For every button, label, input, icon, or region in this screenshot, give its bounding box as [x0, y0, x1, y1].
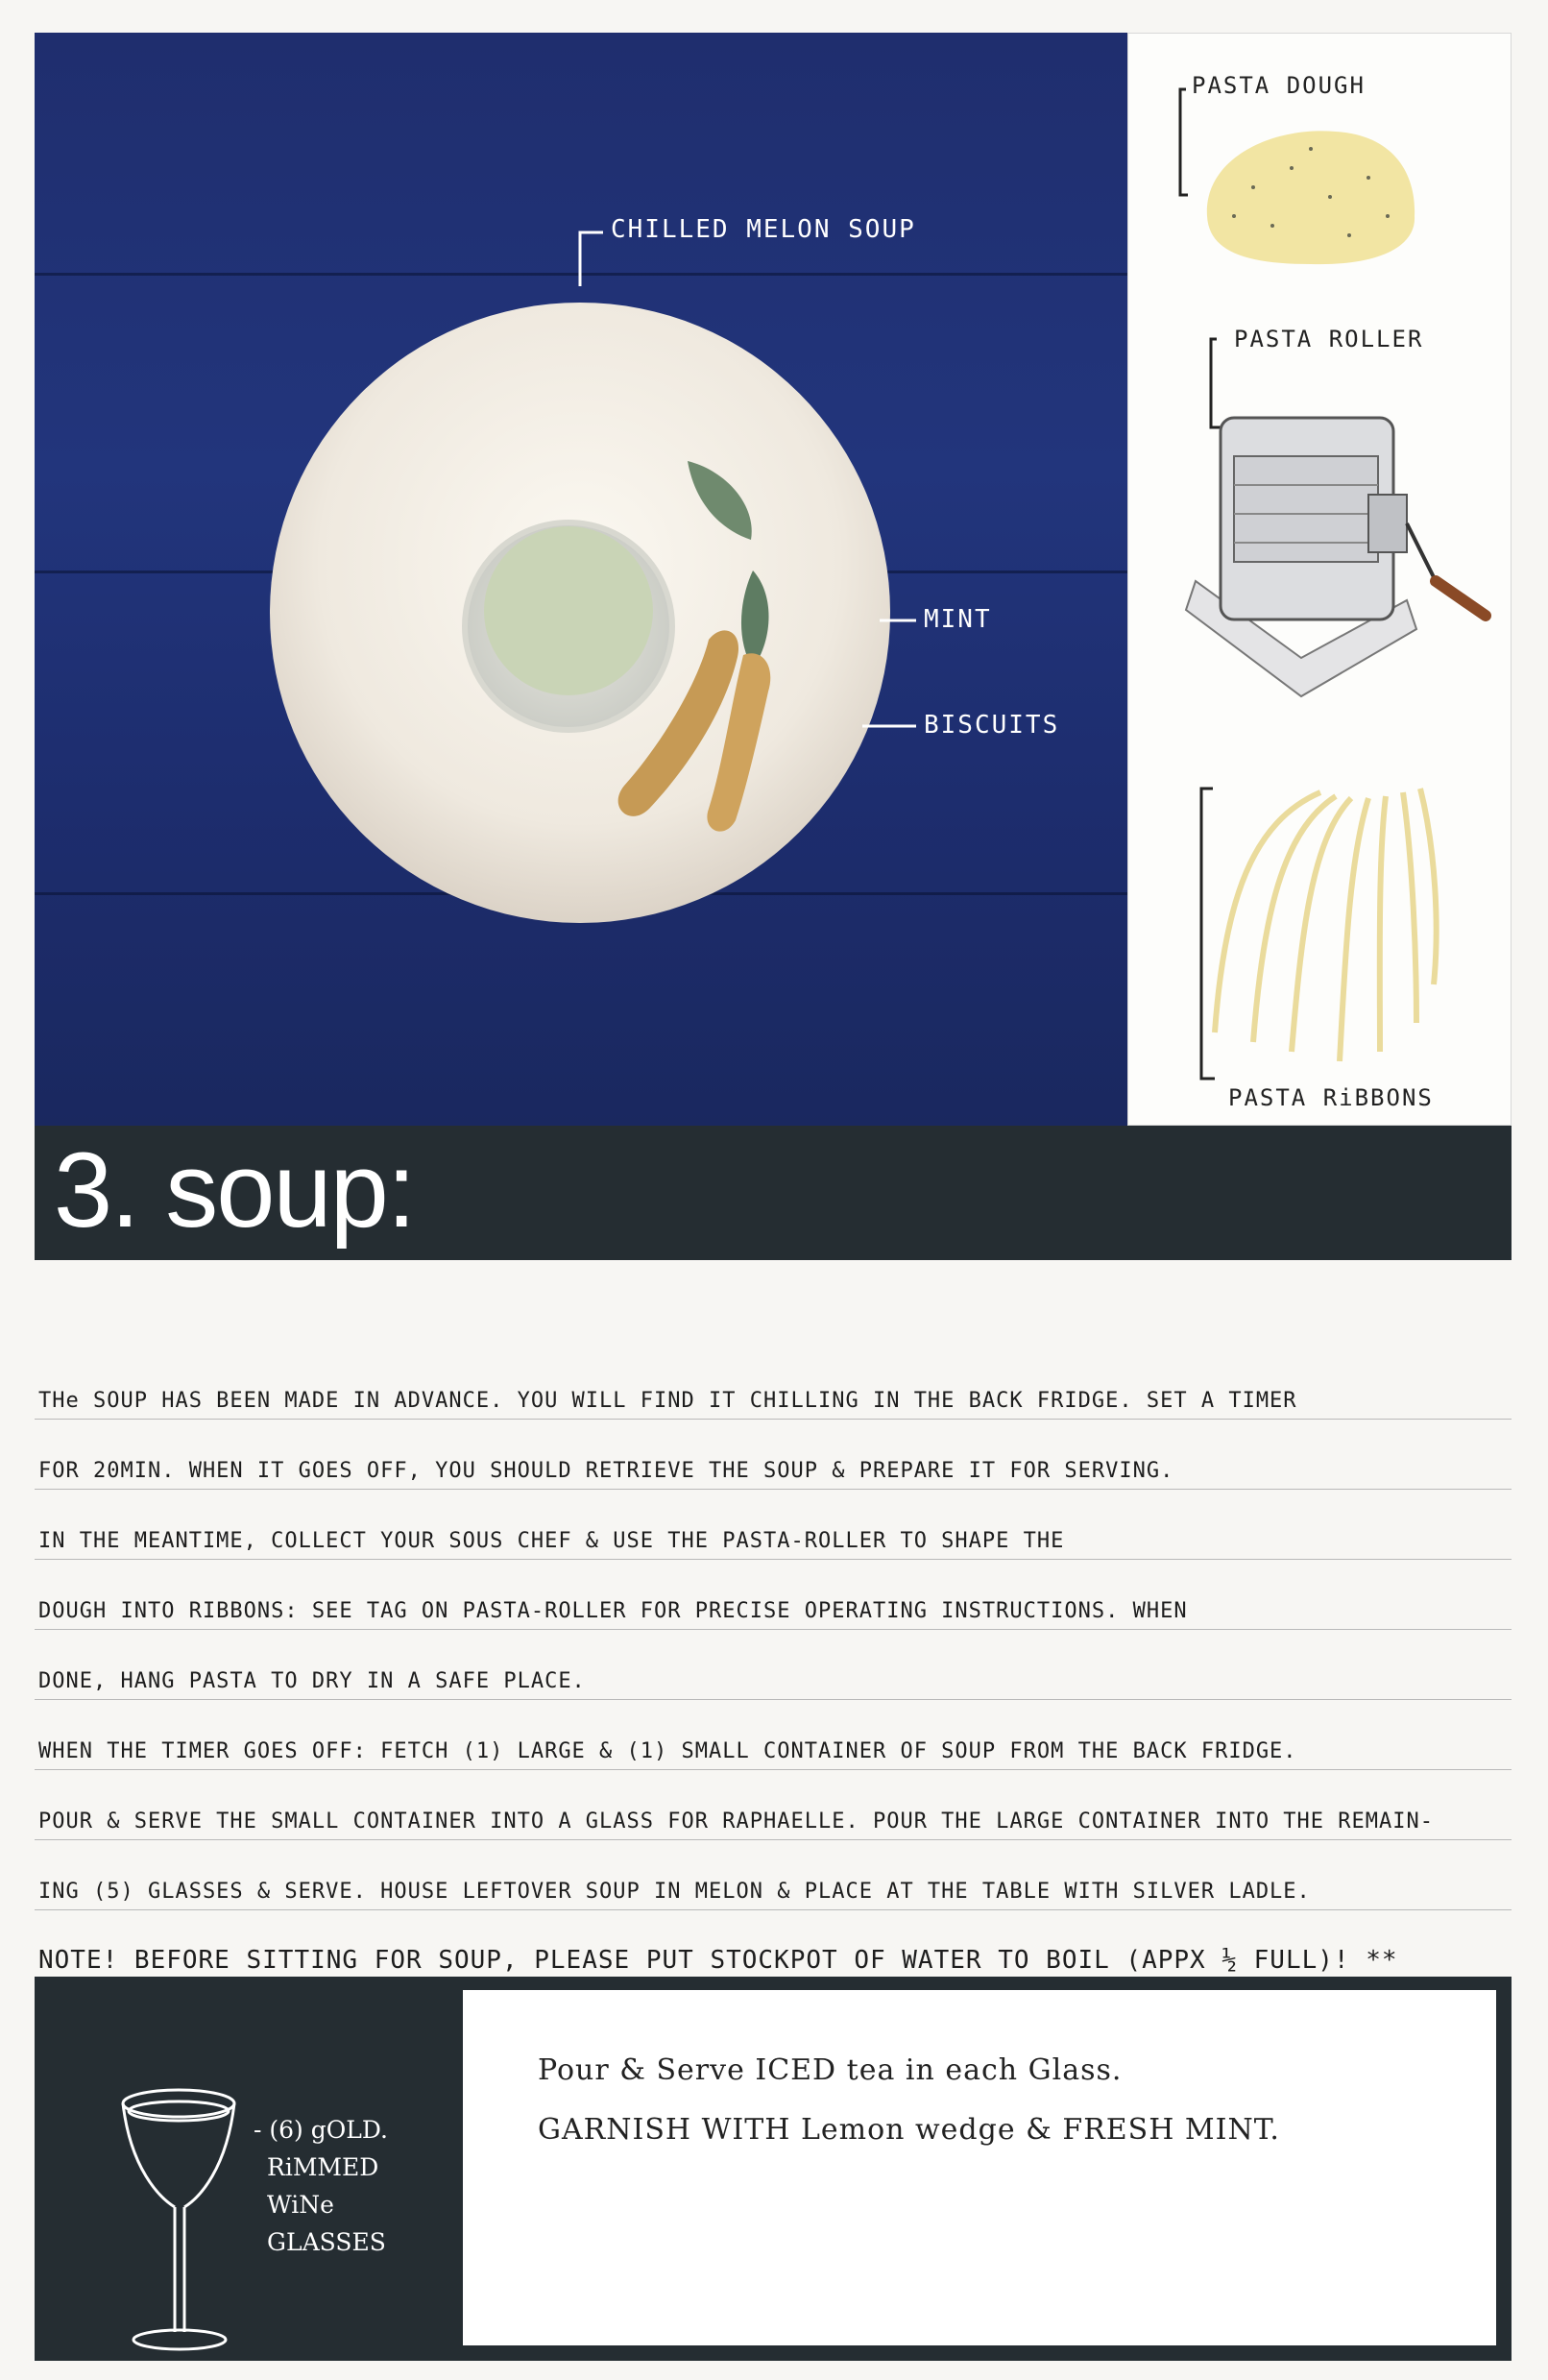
section-title-bar	[35, 1126, 1512, 1260]
beverage-card	[463, 1990, 1496, 2345]
glass-label-line: - (6) gOLD.	[254, 2116, 388, 2144]
instruction-line: ING (5) GLASSES & SERVE. HOUSE LEFTOVER SOUP IN MELON & PLACE AT THE TABLE WITH SILVER LADLE.	[35, 1840, 1512, 1910]
service-panel	[35, 1977, 1512, 2361]
label-biscuits: BISCUITS	[924, 711, 1060, 740]
pasta-ribbons-drawing	[1215, 789, 1437, 1061]
instruction-line: DOUGH INTO RIBBONS: SEE TAG ON PASTA-ROLLER FOR PRECISE OPERATING INSTRUCTIONS. WHEN	[35, 1560, 1512, 1630]
instruction-line: POUR & SERVE THE SMALL CONTAINER INTO A GLASS FOR RAPHAELLE. POUR THE LARGE CONTAINER INTO THE REMAIN-	[35, 1770, 1512, 1840]
glass-label	[254, 2111, 388, 2261]
label-pasta-dough: PASTA DOUGH	[1192, 72, 1366, 99]
ingredient-sidebar	[1127, 33, 1512, 1126]
instruction-line: IN THE MEANTIME, COLLECT YOUR SOUS CHEF & USE THE PASTA-ROLLER TO SHAPE THE	[35, 1490, 1512, 1560]
pasta-dough-drawing	[1207, 131, 1415, 264]
label-pasta-ribbons: PASTA RiBBONS	[1228, 1084, 1434, 1111]
beverage-line: Pour & Serve ICED tea in each Glass.	[538, 2053, 1123, 2087]
section-title: 3. soup:	[54, 1131, 415, 1250]
table-photo	[35, 33, 1127, 1126]
bracket	[1201, 789, 1215, 1079]
garnish-line: GARNISH WITH Lemon wedge & FRESH MINT.	[538, 2113, 1280, 2147]
glass-label-line: GLASSES	[267, 2228, 386, 2256]
sidebar-illustrations	[1128, 34, 1512, 1127]
glass-label-line: WiNe	[267, 2191, 334, 2219]
pasta-roller-drawing	[1186, 418, 1486, 696]
instruction-line: FOR 20MIN. WHEN IT GOES OFF, YOU SHOULD RETRIEVE THE SOUP & PREPARE IT FOR SERVING.	[35, 1420, 1512, 1490]
instructions	[35, 1349, 1512, 1980]
bracket	[1211, 339, 1222, 427]
instruction-line: THe SOUP HAS BEEN MADE IN ADVANCE. YOU WILL FIND IT CHILLING IN THE BACK FRIDGE. SET A TIMER	[35, 1349, 1512, 1420]
plate-illustration	[35, 33, 1127, 1126]
soup-leader-line	[580, 232, 603, 286]
label-mint: MINT	[924, 605, 992, 634]
label-chilled-melon-soup: CHILLED MELON SOUP	[611, 215, 916, 244]
instruction-note: NOTE! BEFORE SITTING FOR SOUP, PLEASE PUT STOCKPOT OF WATER TO BOIL (APPX ½ FULL)! **	[38, 1946, 1398, 1975]
instruction-line: DONE, HANG PASTA TO DRY IN A SAFE PLACE.	[35, 1630, 1512, 1700]
glass-label-line: RiMMED	[267, 2153, 379, 2181]
bracket	[1180, 89, 1188, 195]
instruction-line: WHEN THE TIMER GOES OFF: FETCH (1) LARGE & (1) SMALL CONTAINER OF SOUP FROM THE BACK FRIDGE.	[35, 1700, 1512, 1770]
melon-soup	[484, 526, 653, 695]
label-pasta-roller: PASTA ROLLER	[1234, 326, 1424, 352]
